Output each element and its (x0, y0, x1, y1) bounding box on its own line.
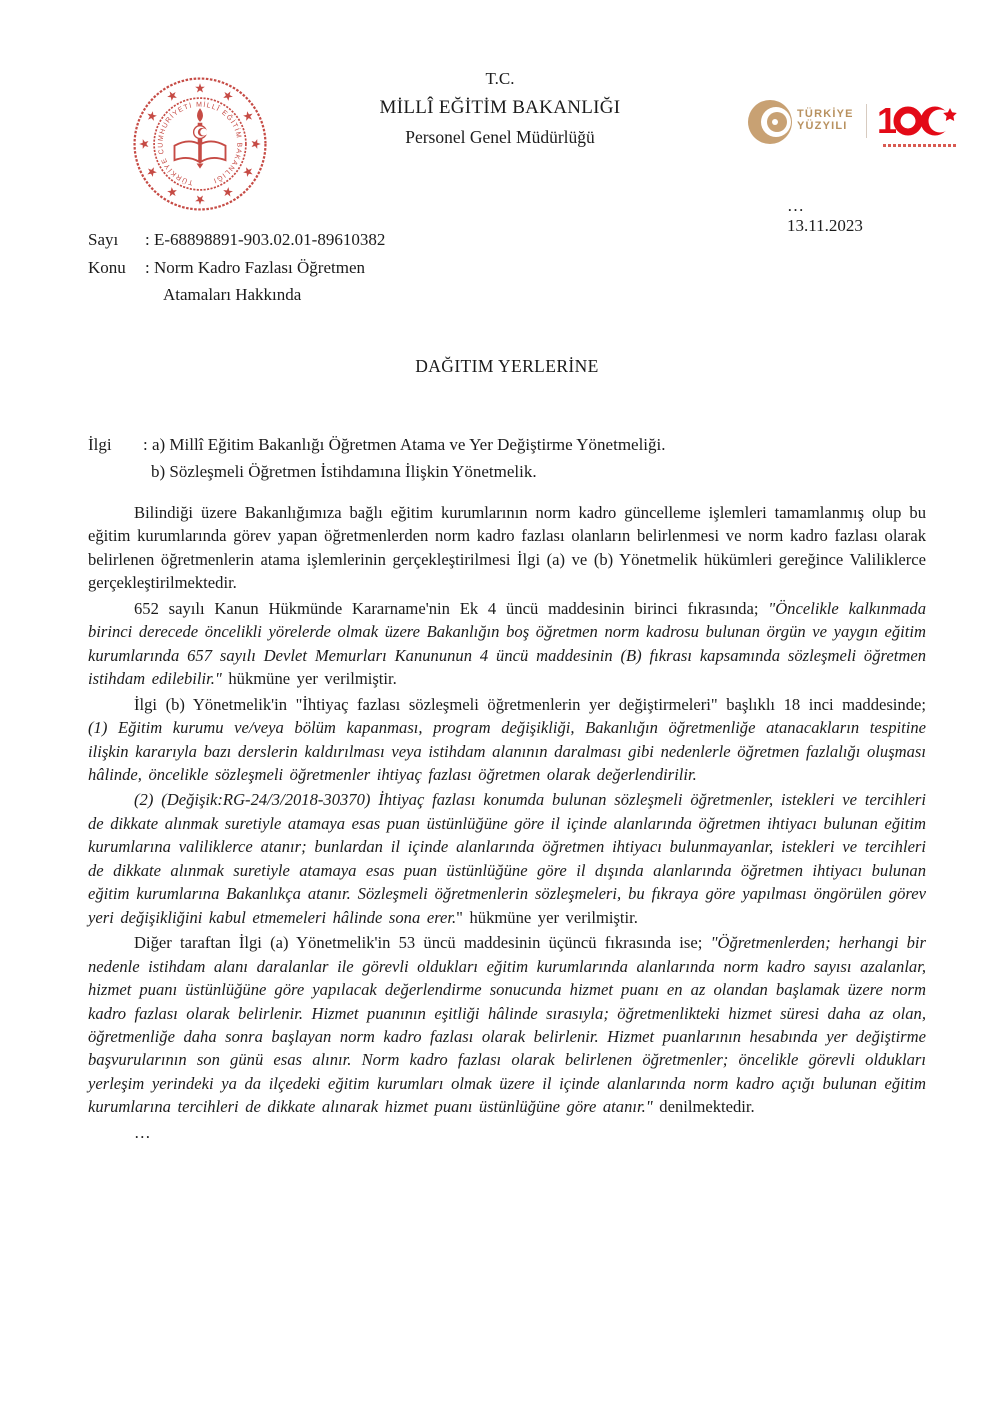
letterhead (290, 68, 710, 149)
paragraph-text: denilmektedir. (652, 1097, 755, 1117)
redaction-dots: … (787, 196, 805, 215)
konu-row (88, 254, 385, 282)
logo-group (748, 100, 963, 147)
logo-100-digit: 1 (876, 100, 897, 141)
quoted-provision: "Öğretmenlerden; herhangi bir nedenle istihdam alanı daralanlar ile görevli oldukları eğitim kurumlarında alanlarında norm kadro sayısı azalanlar, hizmet puanı üstünlüğüne göre yapılacak değerlendirme sonucunda hizmet puanı en az olandan başlamak üzere norm kadro fazlası olarak belirlenir. Hizmet puanının eşitliği hâlinde sırasıyla; öğretmenlikteki hizmet süresi daha az olan, öğretmenliğe daha sonra başlayan norm kadro fazlası olarak belirlenir. Hizmet puanlarının hesabında yer değiştirme başvurularının son günü esas alınır. Norm kadro fazlası olarak belirlenen öğretmenler; öncelikle görevli oldukları yerleşim yerindeki ya da ilçedeki eğitim kurumları olmak üzere il içinde alanlarında norm kadro açığı bulunan eğitim kurumlarına tercihleri de dikkate alınarak hizmet puanı üstünlüğüne göre atanır." (88, 933, 927, 1117)
konu-value: : Norm Kadro Fazlası Öğretmen (145, 257, 365, 277)
letter-body (88, 501, 926, 1146)
recipient-title: DAĞITIM YERLERİNE (415, 356, 599, 376)
paragraph-text: İlgi (b) Yönetmelik'in "İhtiyaç fazlası sözleşmeli öğretmenlerin yer değiştirmeleri" başlıklı 18 inci maddesinde; (134, 694, 926, 714)
seal-emblem-torch-book (175, 108, 226, 168)
konu-label: Konu (88, 257, 126, 277)
department-title: Personel Genel Müdürlüğü (405, 127, 595, 147)
document-date: 13.11.2023 (787, 216, 863, 235)
quoted-provision: (2) (Değişik:RG-24/3/2018-30370) İhtiyaç fazlası konumda bulunan sözleşmeli öğretmenler, istekleri ve tercihleri de dikkate alınmak suretiyle atamaya esas puan üstünlüğüne göre il içinde alanlarında öğretmen ihtiyacı bulunan eğitim kurumlarına valiliklerce atanır; bunlardan il içinde alanlarında öğretmen ihtiyacı bulunmayanlar, istekleri ve tercihleri de dikkate alınmak suretiyle atamaya esas puan üstünlüğüne göre il dışında alanlarında öğretmen ihtiyacı bulunan eğitim kurumlarına Bakanlıkça atanır. Sözleşmeli öğretmenlerin sözleşmeleri, bu fıkraya göre yapılması öngörülen görev yeri değişikliğini kabul etmemeleri hâlinde sona erer. (88, 790, 926, 927)
paragraph-text: 652 sayılı Kanun Hükmünde Kararname'nin Ek 4 üncü maddesinin birinci fıkrasında; (134, 598, 769, 618)
tc-title: T.C. (485, 69, 515, 88)
paragraph-text: " hükmüne yer verilmiştir. (456, 907, 638, 927)
turkiye-yuzyili-crescent-icon (748, 100, 792, 144)
ministry-seal-icon (132, 76, 268, 212)
ilgi-label: İlgi (88, 435, 112, 454)
paragraph-text: hükmüne yer verilmiştir. (221, 669, 397, 689)
reference-line-a (88, 432, 666, 459)
yuzyili-label: YÜZYILI (797, 120, 848, 132)
logo-divider (866, 104, 867, 138)
sayi-row (88, 226, 385, 254)
paragraph-1 (88, 501, 926, 595)
konu-value-line2: Atamaları Hakkında (163, 285, 302, 304)
sayi-label: Sayı (88, 230, 119, 249)
document-meta (88, 226, 385, 309)
paragraph-2 (88, 597, 926, 691)
trailing-ellipsis: … (134, 1122, 152, 1142)
paragraph-text: Diğer taraftan İlgi (a) Yönetmelik'in 53 üncü maddesinin üçüncü fıkrasında ise; (134, 933, 711, 953)
turkiye-label: TÜRKİYE (797, 108, 854, 120)
paragraph-5 (88, 931, 926, 1119)
quoted-provision: (1) Eğitim kurumu ve/veya bölüm kapanması, program değişikliği, Bakanlığın öğretmenliğe atanacakların tespitine ilişkin kararıyla bazı derslerin kaldırılması veya istihdam alanının daralması gibi nedenlerle öğretmen fazlalığı oluşması hâlinde, öncelikle sözleşmeli öğretmenler ihtiyaç fazlası öğretmen olarak değerlendirilir. (88, 718, 926, 784)
paragraph-4 (88, 788, 926, 929)
turkiye-yuzyili-logo (797, 108, 854, 132)
ministry-title: MİLLÎ EĞİTİM BAKANLIĞI (379, 97, 621, 118)
reference-line-b: b) Sözleşmeli Öğretmen İstihdamına İlişkin Yönetmelik. (151, 461, 537, 481)
logo-100-caption-marks (883, 144, 957, 147)
logo-100-icon (877, 100, 963, 147)
paragraph-3 (88, 693, 926, 787)
quoted-provision: "Öncelikle kalkınmada birinci derecede öncelikli yörelerde olmak üzere Bakanlığın boş öğretmen norm kadrosu bulunan örgün ve yaygın eğitim kurumlarında 657 sayılı Devlet Memurları Kanununun 4 üncü maddesinin (B) fıkrası kapsamında sözleşmeli öğretmen istihdam edilebilir." (88, 598, 926, 689)
date-block (787, 196, 863, 239)
sayi-value: : E-68898891-903.02.01-89610382 (145, 230, 386, 249)
paragraph-text: Bilindiği üzere Bakanlığımıza bağlı eğitim kurumlarının norm kadro güncelleme işlemleri tamamlanmış olup bu eğitim kurumlarında görev yapan öğretmenlerden norm kadro fazlası olanların belirlenmesi ve norm kadro fazlası olarak belirlenen öğretmenlerin atama işlemlerinin gerçekleştirilmesi İlgi (a) ve (b) Yönetmelik hükümleri gereğince Valiliklerce gerçekleştirilmektedir. (88, 503, 926, 593)
ilgi-a-text: : a) Millî Eğitim Bakanlığı Öğretmen Atama ve Yer Değiştirme Yönetmeliği. (143, 435, 666, 454)
seal-circular-text: TÜRKİYE CUMHURİYETİ MİLLÎ EĞİTİM BAKANLIĞI (157, 101, 243, 186)
reference-block (88, 432, 666, 485)
